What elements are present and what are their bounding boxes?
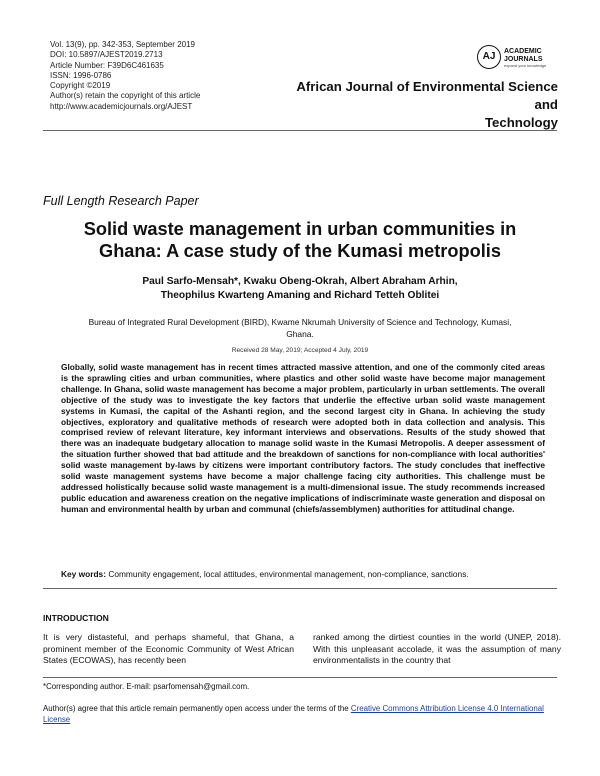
academic-journals-logo <box>477 45 567 73</box>
received-dates: Received 28 May, 2019; Accepted 4 July, 2019 <box>231 347 369 354</box>
license-link[interactable]: Creative Commons Attribution License 4.0 International License <box>43 704 544 724</box>
affiliation-line-2: Ghana. <box>286 328 314 339</box>
journal-name <box>270 78 558 132</box>
keywords-label: Key words: <box>61 569 106 579</box>
authors-line-2: Theophilus Kwarteng Amaning and Richard Tetteh Oblitei <box>160 290 440 301</box>
article-title <box>50 218 550 262</box>
volume-line: Vol. 13(9), pp. 342-353, September 2019 <box>50 40 195 49</box>
logo-wordmark <box>504 48 543 63</box>
logo-line-2: JOURNALS <box>504 55 543 63</box>
logo-line-1: ACADEMIC <box>504 48 542 55</box>
license-text: Author(s) agree that this article remain permanently open access under the terms of the <box>43 704 351 713</box>
corresponding-author: *Corresponding author. E-mail: psarfomensah@gmail.com. <box>43 682 250 691</box>
author-list <box>50 275 550 303</box>
abstract-divider <box>43 588 557 589</box>
aj-logo-icon: AJ <box>477 45 501 69</box>
title-line-1: Solid waste management in urban communities in <box>83 219 517 239</box>
logo-tagline: expand your knowledge <box>504 63 547 68</box>
copyright-line: Copyright ©2019 <box>50 81 111 91</box>
article-type: Full Length Research Paper <box>43 194 199 208</box>
doi-line: DOI: 10.5897/AJEST2019.2713 <box>50 50 163 60</box>
authors-line-1: Paul Sarfo-Mensah*, Kwaku Obeng-Okrah, Albert Abraham Arhin, <box>142 276 458 287</box>
journal-name-line-2: Technology <box>484 115 558 130</box>
article-number-line: Article Number: F39D6C461635 <box>50 60 164 70</box>
keywords <box>61 569 545 580</box>
affiliation-line-1: Bureau of Integrated Rural Development (BIRD), Kwame Nkrumah University of Science and Technology, Kumasi, <box>88 317 512 327</box>
copyright-retain-line: Author(s) retain the copyright of this article <box>50 91 201 101</box>
intro-column-1: It is very distasteful, and perhaps shameful, that Ghana, a prominent member of the Economic Community of West African States (ECOWAS), has recently been <box>43 632 294 666</box>
header-divider <box>43 130 557 131</box>
intro-column-2: ranked among the dirtiest counties in the world (UNEP, 2018). With this unpleasant accolade, it was the assumption of many environmentalists in the country that <box>313 632 561 666</box>
issn-line: ISSN: 1996-0786 <box>50 70 112 80</box>
section-heading-introduction: INTRODUCTION <box>43 613 109 623</box>
license-note <box>43 704 563 725</box>
footnote-divider <box>43 677 557 678</box>
abstract: Globally, solid waste management has in recent times attracted massive attention, and one of the commonly cited areas is the sprawling cities and urban communities, where plastics and other solid waste have become major management challenge. In Ghana, solid waste management has become a major problem, particularly in urban settlements. The overall objective of the study was to investigate the key factors that underlie the effective urban solid waste management systems in Kumasi, the capital of the Ashanti region, and the second largest city in Ghana. In achieving the study objectives, exploratory and qualitative methods of research were adopted both in data collection and analysis. This comprised review of relevant literature, key informant interviews and observations. Results of the study showed that there was an inadequate budgetary allocation to manage solid waste in the Kumasi Metropolis. A deeper assessment of the situation further showed that bad attitude and the breakdown of sanctions for non-compliance with local authorities' solid waste management by-laws by citizens were important contributory factors. The study concludes that ineffective solid waste management systems have become a major challenge facing city authorities. This challenge must be addressed holistically because solid waste management is a multi-dimensional issue. The study recommends increased public education and awareness creation on the negative implications of indiscriminate waste generation and disposal on human and environmental health by urban and communal (chiefs/assemblymen) authorities for attitudinal change. <box>61 362 545 514</box>
journal-url[interactable]: http://www.academicjournals.org/AJEST <box>50 101 193 111</box>
keywords-list: Community engagement, local attitudes, environmental management, non-compliance, sanctions. <box>108 569 469 579</box>
title-line-2: Ghana: A case study of the Kumasi metropolis <box>99 241 501 261</box>
article-metadata <box>50 40 280 112</box>
affiliation <box>50 317 550 340</box>
journal-name-line-1: African Journal of Environmental Science and <box>296 79 558 112</box>
